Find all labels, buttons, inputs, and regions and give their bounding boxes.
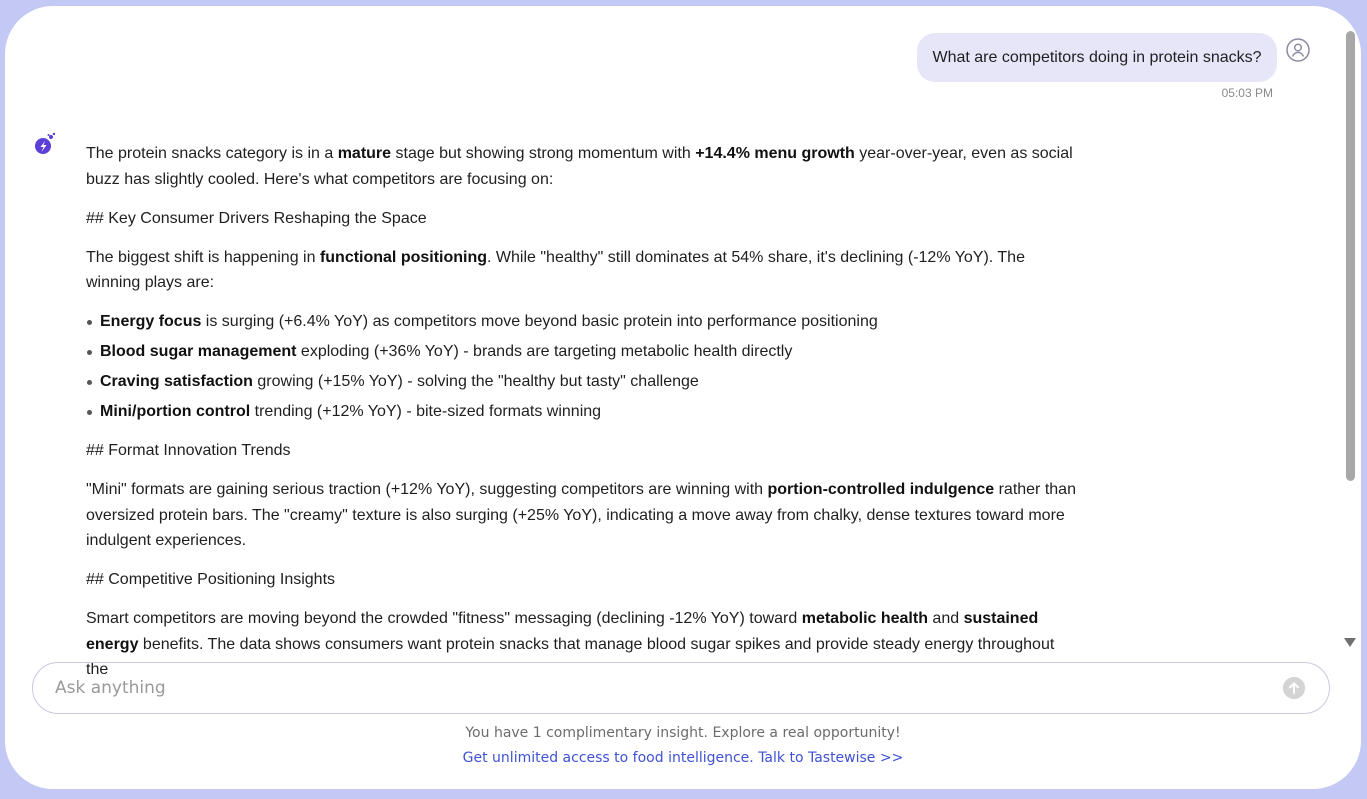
message-timestamp: 05:03 PM [1221, 86, 1273, 100]
upgrade-link[interactable]: Get unlimited access to food intelligence. Talk to Tastewise >> [462, 750, 904, 766]
section-heading: ## Competitive Positioning Insights [86, 571, 336, 588]
response-paragraph: The protein snacks category is in a mature stage but showing strong momentum with +14.4% menu growth year-over-year, even as social buzz has slightly cooled. Here's what competitors are focusing on: [86, 145, 1073, 188]
driver-list [86, 309, 1076, 425]
response-paragraph: "Mini" formats are gaining serious traction (+12% YoY), suggesting competitors are winning with portion-controlled indulgence rather than oversized protein bars. The "creamy" texture is also surging (+25% YoY), indicating a move away from chalky, dense textures toward more indulgent experiences. [86, 481, 1076, 549]
list-item: Craving satisfaction growing (+15% YoY) - solving the "healthy but tasty" challenge [86, 369, 1076, 395]
scrollbar[interactable] [1344, 28, 1358, 656]
list-item: Mini/portion control trending (+12% YoY) - bite-sized formats winning [86, 399, 1076, 425]
list-item: Blood sugar management exploding (+36% YoY) - brands are targeting metabolic health directly [86, 339, 1076, 365]
assistant-response [86, 141, 1076, 678]
complimentary-insight-note: You have 1 complimentary insight. Explore a real opportunity! [465, 725, 901, 741]
user-message-bubble: What are competitors doing in protein snacks? [917, 33, 1277, 82]
response-paragraph: Smart competitors are moving beyond the crowded "fitness" messaging (declining -12% YoY) toward metabolic health and sustained energy benefits. The data shows consumers want protein snacks that manage blood sugar spikes and provide steady energy throughout the [86, 610, 1055, 678]
scroll-down-arrow-icon[interactable] [1344, 638, 1356, 647]
arrow-up-icon[interactable] [1283, 677, 1305, 699]
assistant-logo-icon [34, 132, 56, 156]
section-heading: ## Key Consumer Drivers Reshaping the Space [86, 209, 427, 227]
user-avatar-icon [1286, 38, 1310, 62]
section-heading: ## Format Innovation Trends [86, 442, 291, 459]
chat-window [5, 6, 1361, 789]
chat-input-box[interactable] [32, 662, 1330, 714]
chat-input[interactable] [55, 663, 1255, 713]
response-paragraph: The biggest shift is happening in functional positioning. While "healthy" still dominates at 54% share, it's declining (-12% YoY). The winning plays are: [86, 248, 1025, 291]
list-item: Energy focus is surging (+6.4% YoY) as competitors move beyond basic protein into performance positioning [86, 309, 1076, 335]
scrollbar-thumb[interactable] [1346, 31, 1355, 481]
